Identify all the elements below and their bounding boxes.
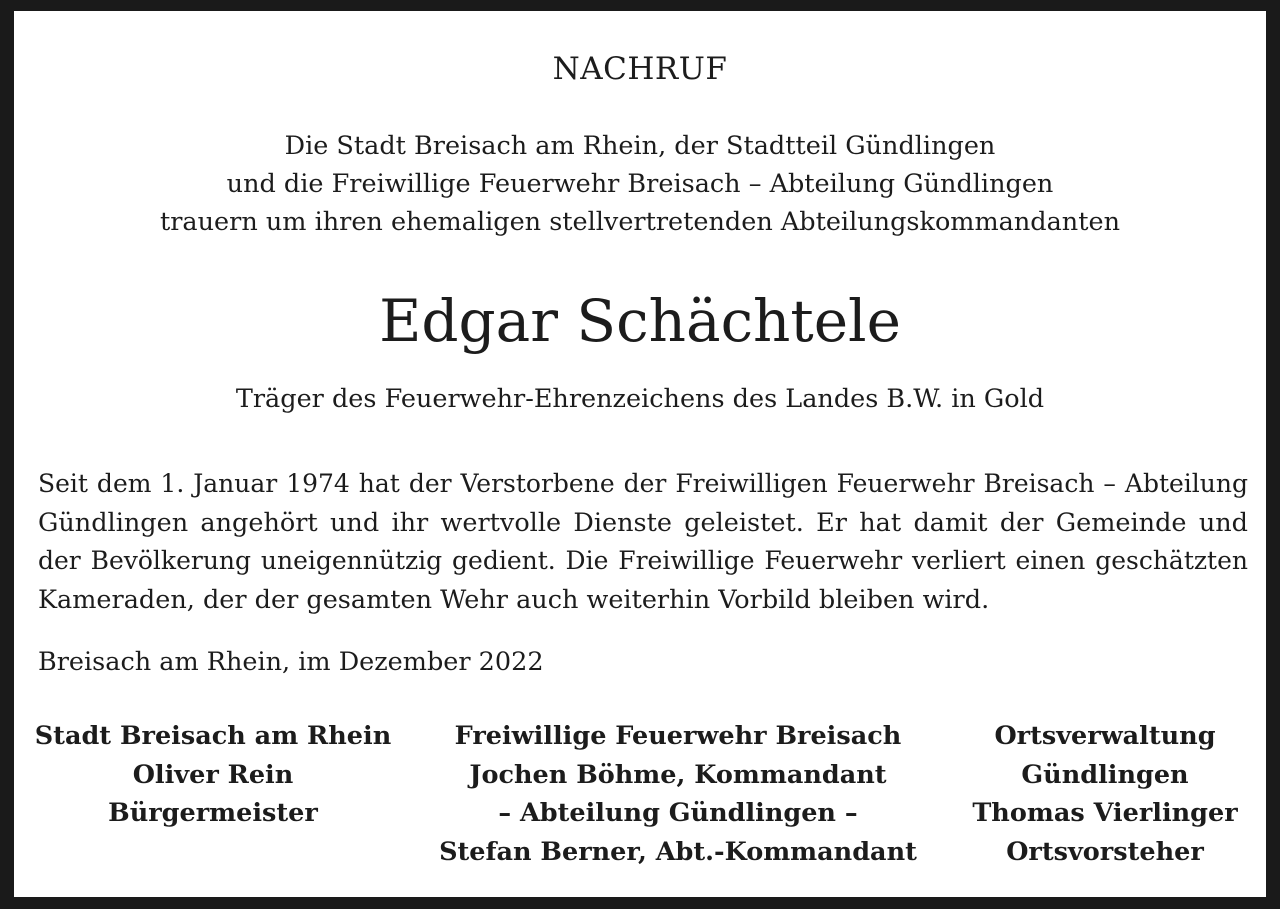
signature-line: Ortsvorsteher xyxy=(1006,836,1204,867)
signature-block-fire-department xyxy=(412,717,944,871)
signature-line: Jochen Böhme, Kommandant xyxy=(469,759,887,790)
signature-line: Stadt Breisach am Rhein xyxy=(34,721,392,751)
signature-line: Freiwillige Feuerwehr Breisach xyxy=(454,721,902,751)
body-line: Kameraden, der der gesamten Wehr auch weiterhin Vorbild bleiben wird. xyxy=(38,584,990,615)
honor-line: Träger des Feuerwehr-Ehrenzeichens des Landes B.W. in Gold xyxy=(235,384,1045,414)
body-line: Gündlingen angehört und ihr wertvolle Dienste geleistet. Er hat damit der Gemeinde und xyxy=(38,507,1248,538)
deceased-name: Edgar Schächtele xyxy=(379,287,901,355)
intro-paragraph xyxy=(14,127,1266,241)
intro-line: und die Freiwillige Feuerwehr Breisach – Abteilung Gündlingen xyxy=(226,169,1054,199)
place-date: Breisach am Rhein, im Dezember 2022 xyxy=(38,647,544,677)
intro-line: trauern um ihren ehemaligen stellvertretenden Abteilungskommandanten xyxy=(159,207,1120,237)
body-paragraph xyxy=(38,465,1248,619)
signature-line: Oliver Rein xyxy=(132,759,294,790)
signature-line: Gündlingen xyxy=(1021,759,1189,790)
body-line: Seit dem 1. Januar 1974 hat der Verstorbene der Freiwilligen Feuerwehr Breisach – Abteilung xyxy=(38,469,1248,498)
body-line: der Bevölkerung uneigennützig gedient. Die Freiwillige Feuerwehr verliert einen geschätzten xyxy=(38,546,1248,575)
signature-line: Bürgermeister xyxy=(108,798,318,828)
signature-line: – Abteilung Gündlingen – xyxy=(498,798,858,828)
notice-title: NACHRUF xyxy=(552,51,728,87)
signature-line: Thomas Vierlinger xyxy=(972,798,1238,828)
signature-line: Ortsverwaltung xyxy=(994,721,1216,751)
signature-block-local-administration xyxy=(944,717,1266,871)
signature-block-city xyxy=(14,717,412,833)
signature-line: Stefan Berner, Abt.-Kommandant xyxy=(439,836,917,867)
intro-line: Die Stadt Breisach am Rhein, der Stadtteil Gündlingen xyxy=(284,131,996,161)
